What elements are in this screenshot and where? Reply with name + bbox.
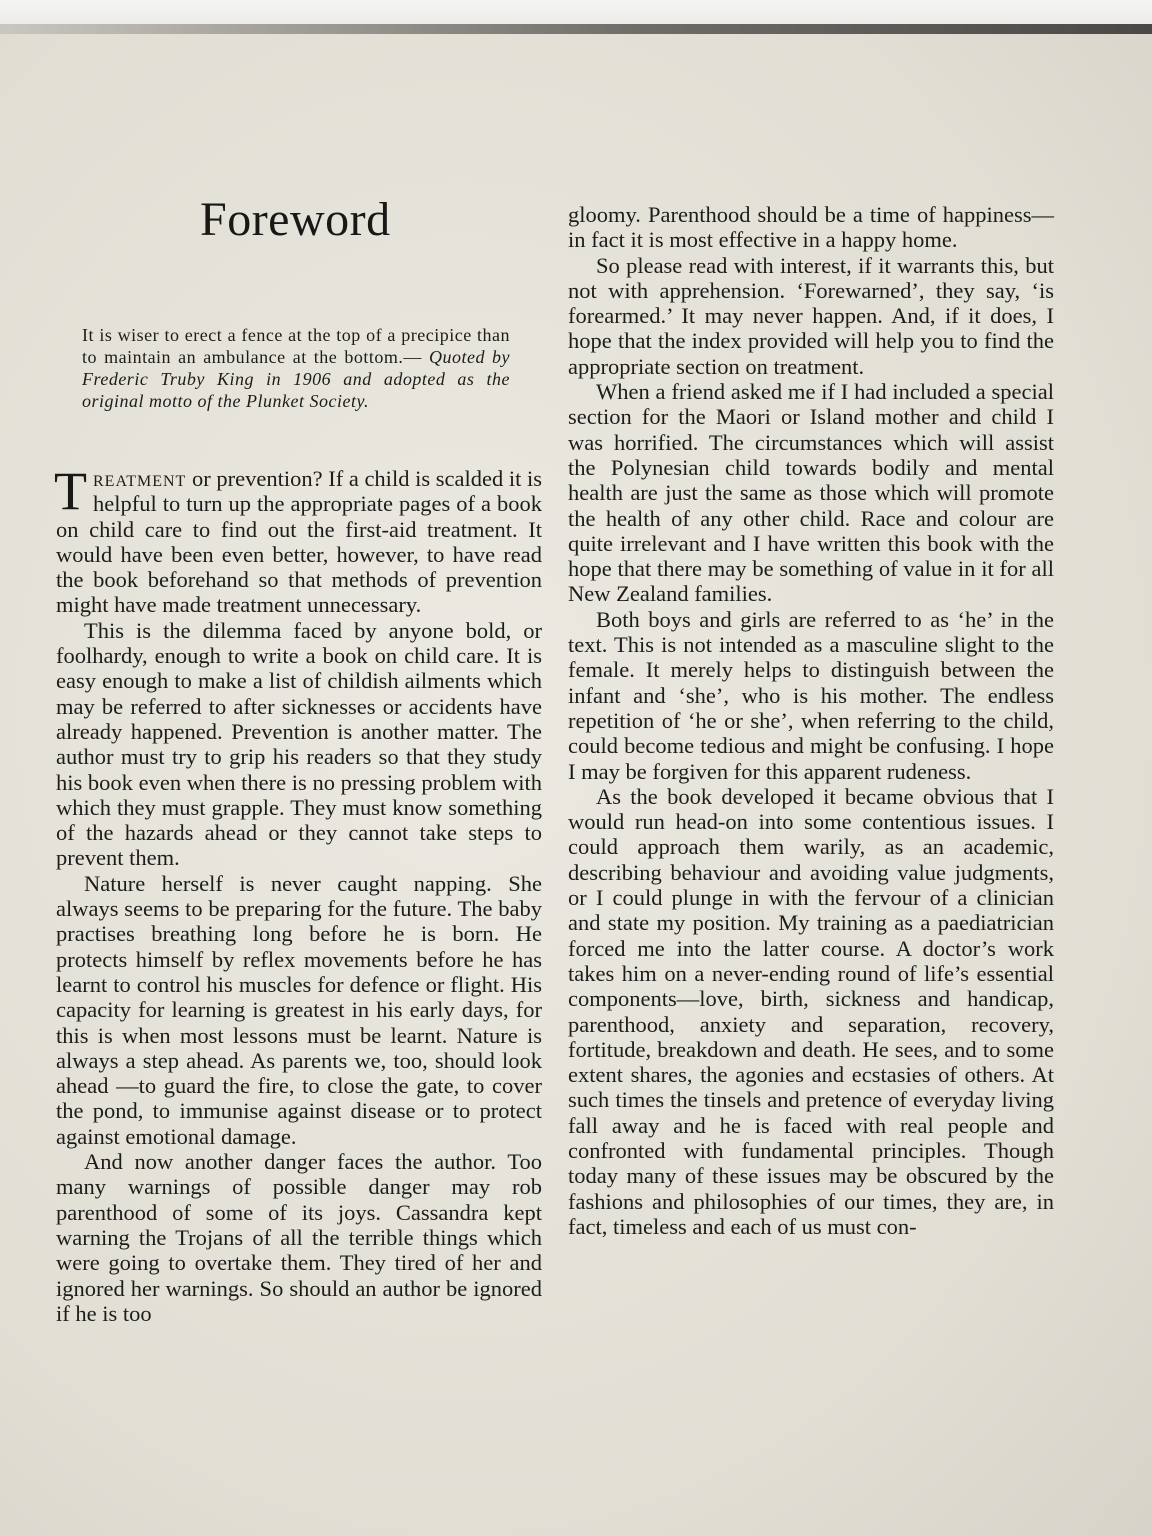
epigraph [82, 324, 510, 412]
paragraph: gloomy. Parenthood should be a time of happiness—in fact it is most effective in a happy home. [568, 202, 1054, 253]
paragraph-text: or prevention? If a child is scalded it is helpful to turn up the appropriate pages of a book on child care to find out the first-aid treatment. It would have been even better, however, to have read the book beforehand so that methods of prevention might have made treatment unnecessary. [56, 466, 542, 618]
left-column [54, 461, 542, 1326]
paragraph: This is the dilemma faced by anyone bold, or foolhardy, enough to write a book on child care. It is easy enough to make a list of childish ailments which may be referred to after sicknesses or accidents have already happened. Prevention is another matter. The author must try to grip his readers so that they study his book even when there is no pressing problem with which they must grapple. They must know something of the hazards ahead or they cannot take steps to prevent them. [56, 617, 542, 871]
lead-smallcaps: reatment [93, 466, 187, 491]
book-edge [0, 24, 1152, 34]
page-title: Foreword [200, 193, 391, 246]
paragraph [54, 461, 542, 618]
paragraph: And now another danger faces the author. Too many warnings of possible danger may rob parenthood of some of its joys. Cassandra kept warning the Trojans of all the terrible things which were going to overtake them. They tired of her and ignored her warnings. So should an author be ignored if he is too [56, 1149, 542, 1326]
paragraph: So please read with interest, if it warrants this, but not with apprehension. ‘Forewarned’, they say, ‘is forearmed.’ It may never happen. And, if it does, I hope that the index provided will help you to find the appropriate section on treatment. [568, 252, 1054, 379]
paragraph: As the book developed it became obvious that I would run head-on into some contentious issues. I could approach them warily, as an academic, describing behaviour and avoiding value judgments, or I could plunge in with the fervour of a clinician and state my position. My training as a paediatrician forced me into the latter course. A doctor’s work takes him on a never-ending round of life’s essential components—love, birth, sickness and handicap, parenthood, anxiety and separation, recovery, fortitude, breakdown and death. He sees, and to some extent shares, the agonies and ecstasies of others. At such times the tinsels and pretence of everyday living fall away and he is faced with real people and confronted with fundamental principles. Though today many of these issues may be obscured by the fashions and philosophies of our times, they are, in fact, timeless and each of us must con- [568, 783, 1054, 1239]
paragraph: When a friend asked me if I had included a special section for the Maori or Island mother and child I was horrified. The circumstances which will assist the Polynesian child towards bodily and mental health are just the same as those which will promote the health of any other child. Race and colour are quite irrelevant and I have written this book with the hope that there may be something of value in it for all New Zealand families. [568, 379, 1054, 607]
epigraph-attribution: Quoted by Frederic Truby King in 1906 and adopted as the original motto of the Plunket Society. [82, 347, 511, 411]
paragraph: Nature herself is never caught napping. She always seems to be preparing for the future. The baby practises breathing long before he is born. He protects himself by reflex movements before he has learnt to control his muscles for defence or flight. His capacity for learning is greatest in his early days, for this is when most lessons must be learnt. Nature is always a step ahead. As parents we, too, should look ahead —to guard the fire, to close the gate, to cover the pond, to immunise against disease or to protect against emotional damage. [56, 870, 542, 1149]
epigraph-quote: It is wiser to erect a fence at the top of a precipice than to maintain an ambulance at the bottom.— [82, 325, 510, 367]
paragraph: Both boys and girls are referred to as ‘he’ in the text. This is not intended as a masculine slight to the female. It merely helps to distinguish between the infant and ‘she’, who is his mother. The endless repetition of ‘he or she’, when referring to the child, could become tedious and might be confusing. I hope I may be forgiven for this apparent rudeness. [568, 606, 1054, 784]
drop-cap: T [54, 461, 87, 521]
right-column [568, 202, 1054, 1239]
